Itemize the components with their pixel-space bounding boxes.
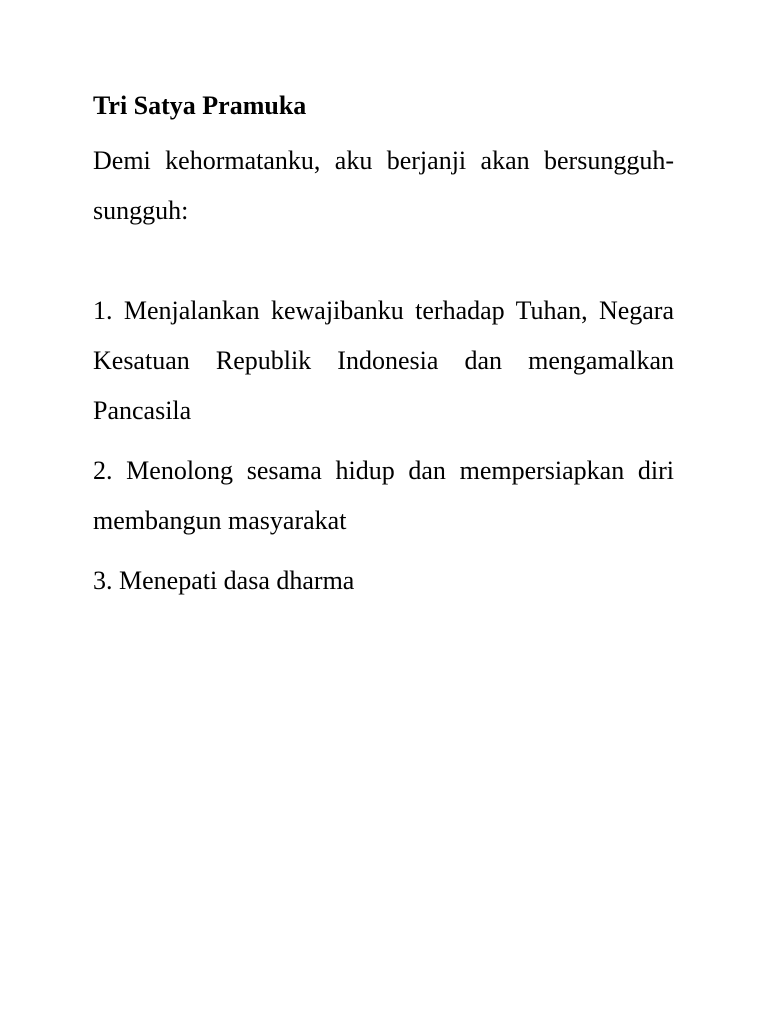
promise-item-3: 3. Menepati dasa dharma: [93, 566, 355, 595]
document-title: Tri Satya Pramuka: [93, 91, 307, 120]
promise-item-2: 2. Menolong sesama hidup dan mempersiapkan diri membangun masyarakat: [93, 456, 674, 535]
document-page: [93, 82, 674, 616]
promise-item-1: 1. Menjalankan kewajibanku terhadap Tuhan, Negara Kesatuan Republik Indonesia dan mengamalkan Pancasila: [93, 296, 674, 425]
intro-paragraph: Demi kehormatanku, aku berjanji akan bersungguh-sungguh:: [93, 146, 674, 225]
